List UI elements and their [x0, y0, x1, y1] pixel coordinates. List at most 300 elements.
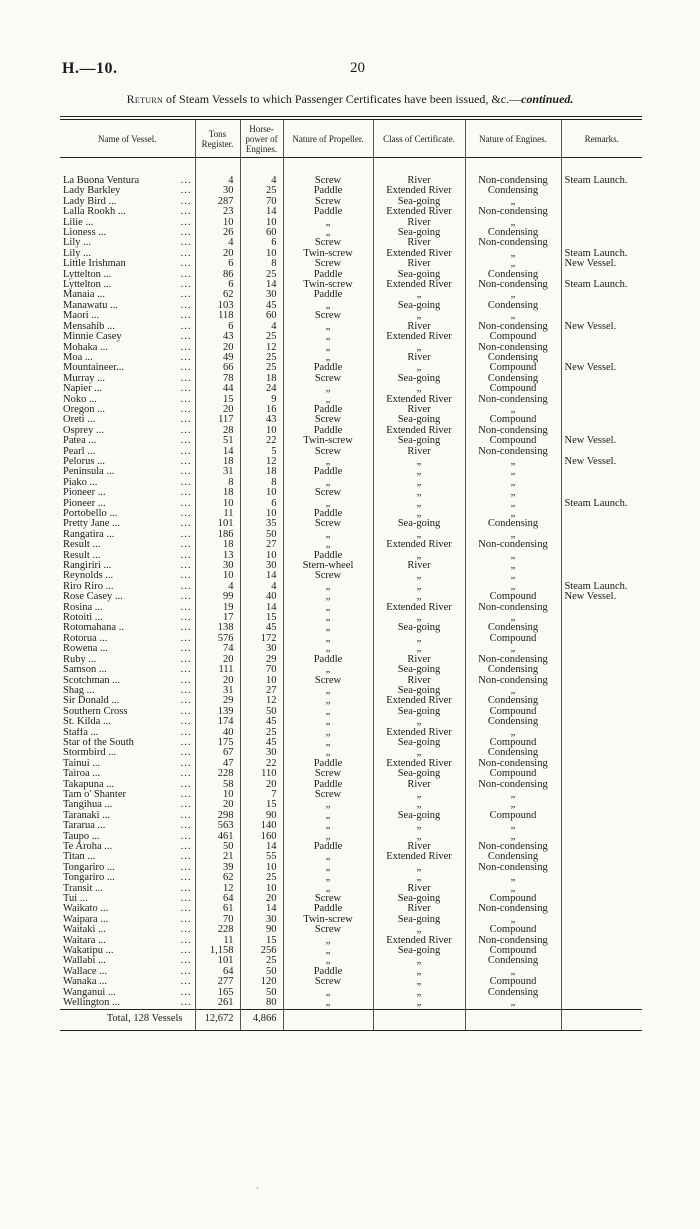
leader-dots: ...	[180, 196, 192, 207]
cell-propeller: „	[283, 634, 373, 644]
leader-dots: ...	[180, 925, 192, 936]
page-speck: ·	[256, 1184, 259, 1193]
cell-certificate: „	[373, 582, 465, 592]
cell-remarks: Steam Launch.	[561, 176, 642, 186]
cell-certificate: Sea-going	[373, 623, 465, 633]
leader-dots: ...	[180, 259, 192, 270]
cell-tons: 20	[195, 676, 240, 686]
leader-dots: ...	[180, 540, 192, 551]
cell-engines: Compound	[465, 894, 561, 904]
cell-tons: 47	[195, 759, 240, 769]
leader-dots: ...	[180, 675, 192, 686]
vessel-name-text: Wakatipu ...	[63, 946, 114, 957]
cell-tons: 261	[195, 998, 240, 1009]
cell-engines: „	[465, 800, 561, 810]
cell-horsepower: 25	[240, 270, 283, 280]
cell-propeller: Paddle	[283, 207, 373, 217]
cell-certificate: Sea-going	[373, 228, 465, 238]
col-header-tons: Tons Register.	[195, 120, 240, 158]
table-row	[60, 769, 642, 779]
cell-propeller: „	[283, 800, 373, 810]
cell-vessel-name	[60, 436, 195, 446]
leader-dots: ...	[180, 280, 192, 291]
leader-dots: ...	[180, 592, 192, 603]
cell-horsepower: 110	[240, 769, 283, 779]
cell-tons: 103	[195, 301, 240, 311]
cell-vessel-name	[60, 686, 195, 696]
cell-engines: „	[465, 915, 561, 925]
table-row	[60, 228, 642, 238]
cell-tons: 10	[195, 790, 240, 800]
cell-propeller: Screw	[283, 374, 373, 384]
cell-propeller: „	[283, 332, 373, 342]
leader-dots: ...	[180, 665, 192, 676]
cell-tons: 12	[195, 884, 240, 894]
cell-propeller: „	[283, 696, 373, 706]
header-spacer-row	[60, 158, 642, 177]
cell-horsepower: 60	[240, 228, 283, 238]
vessel-name-text: Pelorus ...	[63, 456, 105, 467]
cell-tons: 175	[195, 738, 240, 748]
vessel-name-text: Tainui ...	[63, 758, 101, 769]
table-row	[60, 884, 642, 894]
cell-horsepower: 10	[240, 426, 283, 436]
cell-remarks	[561, 967, 642, 977]
vessel-name-text: Result ...	[63, 550, 101, 561]
vessel-name-text: Rotomahana ..	[63, 623, 124, 634]
cell-certificate: „	[373, 592, 465, 602]
cell-engines: Non-condensing	[465, 447, 561, 457]
cell-engines: „	[465, 832, 561, 842]
cell-horsepower: 27	[240, 540, 283, 550]
leader-dots: ...	[180, 519, 192, 530]
cell-remarks	[561, 530, 642, 540]
cell-engines: „	[465, 197, 561, 207]
vessel-name-text: Manawatu ...	[63, 300, 118, 311]
cell-horsepower: 256	[240, 946, 283, 956]
cell-remarks: Steam Launch.	[561, 582, 642, 592]
vessel-name-text: Lyttelton ...	[63, 280, 112, 291]
vessel-name-text: Riro Riro ...	[63, 581, 114, 592]
cell-horsepower: 30	[240, 290, 283, 300]
cell-propeller: Screw	[283, 769, 373, 779]
cell-horsepower: 25	[240, 956, 283, 966]
cell-propeller: Paddle	[283, 290, 373, 300]
vessel-name-text: Rangiriri ...	[63, 561, 112, 572]
table-row	[60, 540, 642, 550]
cell-propeller: Paddle	[283, 655, 373, 665]
cell-certificate: Sea-going	[373, 686, 465, 696]
leader-dots: ...	[180, 373, 192, 384]
cell-vessel-name	[60, 592, 195, 602]
cell-horsepower: 70	[240, 197, 283, 207]
cell-certificate: Extended River	[373, 395, 465, 405]
leader-dots: ...	[180, 737, 192, 748]
cell-engines: Condensing	[465, 665, 561, 675]
cell-remarks	[561, 946, 642, 956]
leader-dots: ...	[180, 748, 192, 759]
table-row	[60, 863, 642, 873]
cell-remarks	[561, 800, 642, 810]
cell-engines: „	[465, 561, 561, 571]
table-row	[60, 280, 642, 290]
cell-horsepower: 22	[240, 436, 283, 446]
table-row	[60, 238, 642, 248]
cell-horsepower: 43	[240, 415, 283, 425]
cell-remarks	[561, 852, 642, 862]
cell-horsepower: 14	[240, 571, 283, 581]
cell-remarks	[561, 561, 642, 571]
cell-remarks	[561, 571, 642, 581]
leader-dots: ...	[180, 998, 192, 1009]
cell-remarks: New Vessel.	[561, 363, 642, 373]
vessel-name-text: Lioness ...	[63, 228, 107, 239]
leader-dots: ...	[180, 935, 192, 946]
cell-remarks	[561, 644, 642, 654]
totals-label: Total, 128 Vessels	[60, 1009, 195, 1030]
cell-vessel-name	[60, 519, 195, 529]
cell-vessel-name	[60, 176, 195, 186]
cell-engines: Non-condensing	[465, 759, 561, 769]
cell-tons: 99	[195, 592, 240, 602]
cell-tons: 8	[195, 478, 240, 488]
cell-propeller: Twin-screw	[283, 436, 373, 446]
cell-tons: 277	[195, 977, 240, 987]
cell-certificate: Extended River	[373, 852, 465, 862]
cell-certificate: River	[373, 322, 465, 332]
cell-tons: 29	[195, 696, 240, 706]
table-row	[60, 738, 642, 748]
cell-remarks	[561, 603, 642, 613]
cell-remarks	[561, 353, 642, 363]
cell-engines: Compound	[465, 811, 561, 821]
table-row	[60, 592, 642, 602]
cell-propeller: „	[283, 499, 373, 509]
cell-vessel-name	[60, 977, 195, 987]
cell-tons: 101	[195, 519, 240, 529]
cell-vessel-name	[60, 561, 195, 571]
cell-tons: 62	[195, 873, 240, 883]
cell-horsepower: 45	[240, 623, 283, 633]
cell-certificate: „	[373, 384, 465, 394]
cell-certificate: „	[373, 634, 465, 644]
cell-certificate: Sea-going	[373, 374, 465, 384]
cell-tons: 228	[195, 925, 240, 935]
cell-engines: Compound	[465, 738, 561, 748]
cell-engines: „	[465, 821, 561, 831]
cell-propeller: „	[283, 748, 373, 758]
cell-vessel-name	[60, 676, 195, 686]
table-row	[60, 956, 642, 966]
table-row	[60, 311, 642, 321]
leader-dots: ...	[180, 415, 192, 426]
cell-engines: Condensing	[465, 301, 561, 311]
cell-remarks	[561, 395, 642, 405]
table-row	[60, 499, 642, 509]
cell-remarks	[561, 270, 642, 280]
cell-engines: „	[465, 644, 561, 654]
cell-engines: Compound	[465, 384, 561, 394]
vessel-name-text: Peninsula ...	[63, 467, 115, 478]
cell-propeller: Screw	[283, 925, 373, 935]
cell-certificate: River	[373, 238, 465, 248]
table-row	[60, 582, 642, 592]
cell-propeller: „	[283, 884, 373, 894]
cell-vessel-name	[60, 530, 195, 540]
cell-remarks	[561, 623, 642, 633]
cell-tons: 138	[195, 623, 240, 633]
vessel-name-text: Pretty Jane ...	[63, 519, 120, 530]
cell-vessel-name	[60, 363, 195, 373]
cell-engines: „	[465, 998, 561, 1009]
cell-horsepower: 25	[240, 873, 283, 883]
table-row	[60, 925, 642, 935]
vessel-name-text: Staffa ...	[63, 727, 99, 738]
cell-tons: 23	[195, 207, 240, 217]
cell-vessel-name	[60, 946, 195, 956]
vessel-name-text: Pearl ...	[63, 446, 96, 457]
cell-propeller: „	[283, 218, 373, 228]
cell-horsepower: 20	[240, 894, 283, 904]
cell-remarks	[561, 509, 642, 519]
table-row	[60, 603, 642, 613]
table-row	[60, 707, 642, 717]
cell-engines: Condensing	[465, 186, 561, 196]
vessel-name-text: Rosina ...	[63, 602, 103, 613]
vessel-name-text: Taupo ...	[63, 831, 100, 842]
leader-dots: ...	[180, 956, 192, 967]
vessel-name-text: Pioneer ...	[63, 498, 106, 509]
vessel-name-text: Rose Casey ...	[63, 592, 123, 603]
cell-certificate: „	[373, 717, 465, 727]
vessel-name-text: Mountaineer...	[63, 363, 124, 374]
title-small-caps: Return	[126, 92, 164, 106]
cell-vessel-name	[60, 842, 195, 852]
table-row	[60, 977, 642, 987]
cell-engines: „	[465, 467, 561, 477]
cell-tons: 11	[195, 936, 240, 946]
cell-remarks	[561, 540, 642, 550]
cell-tons: 43	[195, 332, 240, 342]
cell-horsepower: 25	[240, 728, 283, 738]
cell-propeller: „	[283, 613, 373, 623]
cell-tons: 174	[195, 717, 240, 727]
cell-tons: 6	[195, 322, 240, 332]
cell-engines: Condensing	[465, 956, 561, 966]
cell-remarks	[561, 998, 642, 1009]
cell-propeller: Twin-screw	[283, 280, 373, 290]
cell-horsepower: 172	[240, 634, 283, 644]
vessel-name-text: Wanganui ...	[63, 987, 116, 998]
cell-tons: 17	[195, 613, 240, 623]
cell-horsepower: 45	[240, 738, 283, 748]
table-row	[60, 343, 642, 353]
cell-remarks	[561, 447, 642, 457]
leader-dots: ...	[180, 946, 192, 957]
cell-propeller: Twin-screw	[283, 249, 373, 259]
cell-certificate: Extended River	[373, 728, 465, 738]
col-header-name: Name of Vessel.	[60, 120, 195, 158]
cell-vessel-name	[60, 655, 195, 665]
cell-horsepower: 30	[240, 748, 283, 758]
cell-propeller: Paddle	[283, 186, 373, 196]
vessel-name-text: Lilie ...	[63, 217, 94, 228]
table-row	[60, 509, 642, 519]
cell-horsepower: 7	[240, 790, 283, 800]
cell-vessel-name	[60, 426, 195, 436]
cell-certificate: River	[373, 447, 465, 457]
cell-horsepower: 14	[240, 603, 283, 613]
cell-tons: 11	[195, 509, 240, 519]
leader-dots: ...	[180, 789, 192, 800]
leader-dots: ...	[180, 779, 192, 790]
cell-tons: 165	[195, 988, 240, 998]
cell-certificate: Extended River	[373, 696, 465, 706]
vessel-name-text: Lalla Rookh ...	[63, 207, 126, 218]
leader-dots: ...	[180, 873, 192, 884]
cell-remarks	[561, 228, 642, 238]
cell-tons: 31	[195, 686, 240, 696]
col-header-remarks: Remarks.	[561, 120, 642, 158]
table-row	[60, 676, 642, 686]
cell-engines: Condensing	[465, 374, 561, 384]
cell-propeller: „	[283, 603, 373, 613]
cell-propeller: „	[283, 592, 373, 602]
cell-vessel-name	[60, 582, 195, 592]
cell-propeller: Screw	[283, 790, 373, 800]
cell-certificate: River	[373, 405, 465, 415]
cell-remarks	[561, 832, 642, 842]
table-row	[60, 270, 642, 280]
cell-horsepower: 10	[240, 218, 283, 228]
cell-engines: Condensing	[465, 519, 561, 529]
cell-horsepower: 12	[240, 343, 283, 353]
cell-engines: Non-condensing	[465, 863, 561, 873]
cell-propeller: „	[283, 353, 373, 363]
leader-dots: ...	[180, 685, 192, 696]
cell-propeller: Screw	[283, 259, 373, 269]
leader-dots: ...	[180, 248, 192, 259]
vessel-name-text: Manaia ...	[63, 290, 105, 301]
cell-vessel-name	[60, 623, 195, 633]
cell-remarks	[561, 759, 642, 769]
cell-vessel-name	[60, 832, 195, 842]
cell-tons: 20	[195, 800, 240, 810]
table-row	[60, 426, 642, 436]
cell-horsepower: 30	[240, 644, 283, 654]
vessel-name-text: Te Aroha ...	[63, 842, 113, 852]
vessel-name-text: Napier ...	[63, 384, 103, 395]
vessel-name-text: Rotoiti ...	[63, 613, 103, 624]
table-row	[60, 322, 642, 332]
cell-certificate: „	[373, 613, 465, 623]
cell-certificate: „	[373, 457, 465, 467]
cell-horsepower: 25	[240, 332, 283, 342]
leader-dots: ...	[180, 488, 192, 499]
cell-engines: „	[465, 259, 561, 269]
cell-vessel-name	[60, 467, 195, 477]
cell-propeller: Screw	[283, 176, 373, 186]
vessel-name-text: La Buona Ventura	[63, 176, 140, 186]
cell-engines: „	[465, 790, 561, 800]
cell-vessel-name	[60, 780, 195, 790]
cell-tons: 101	[195, 956, 240, 966]
cell-vessel-name	[60, 852, 195, 862]
cell-tons: 28	[195, 426, 240, 436]
cell-engines: Condensing	[465, 623, 561, 633]
cell-propeller: Paddle	[283, 904, 373, 914]
cell-certificate: Sea-going	[373, 915, 465, 925]
leader-dots: ...	[180, 467, 192, 478]
cell-propeller: Screw	[283, 415, 373, 425]
cell-certificate: „	[373, 571, 465, 581]
cell-engines: „	[465, 967, 561, 977]
vessel-name-text: Mohaka ...	[63, 342, 108, 353]
cell-certificate: River	[373, 655, 465, 665]
cell-tons: 21	[195, 852, 240, 862]
table-row	[60, 571, 642, 581]
vessel-name-text: Lily ...	[63, 248, 91, 259]
cell-engines: Compound	[465, 925, 561, 935]
cell-vessel-name	[60, 290, 195, 300]
cell-tons: 49	[195, 353, 240, 363]
cell-propeller: Paddle	[283, 551, 373, 561]
cell-horsepower: 5	[240, 447, 283, 457]
leader-dots: ...	[180, 602, 192, 613]
cell-certificate: Extended River	[373, 936, 465, 946]
cell-vessel-name	[60, 936, 195, 946]
leader-dots: ...	[180, 623, 192, 634]
top-rule	[60, 116, 642, 117]
cell-propeller: Screw	[283, 488, 373, 498]
title-continued: continued.	[521, 92, 574, 106]
cell-certificate: „	[373, 800, 465, 810]
cell-vessel-name	[60, 717, 195, 727]
cell-propeller: „	[283, 395, 373, 405]
leader-dots: ...	[180, 821, 192, 832]
cell-tons: 1,158	[195, 946, 240, 956]
vessel-name-text: Result ...	[63, 540, 101, 551]
cell-vessel-name	[60, 322, 195, 332]
cell-tons: 67	[195, 748, 240, 758]
cell-engines: Condensing	[465, 270, 561, 280]
cell-horsepower: 60	[240, 311, 283, 321]
cell-vessel-name	[60, 270, 195, 280]
leader-dots: ...	[180, 581, 192, 592]
cell-horsepower: 8	[240, 478, 283, 488]
cell-horsepower: 15	[240, 936, 283, 946]
cell-tons: 61	[195, 904, 240, 914]
table-row	[60, 936, 642, 946]
cell-tons: 287	[195, 197, 240, 207]
cell-certificate: „	[373, 644, 465, 654]
table-row	[60, 259, 642, 269]
cell-tons: 20	[195, 405, 240, 415]
cell-vessel-name	[60, 405, 195, 415]
cell-remarks	[561, 519, 642, 529]
cell-vessel-name	[60, 343, 195, 353]
cell-certificate: „	[373, 998, 465, 1009]
vessel-name-text: Wallabi ...	[63, 956, 106, 967]
cell-tons: 4	[195, 238, 240, 248]
cell-engines: Compound	[465, 769, 561, 779]
cell-propeller: Screw	[283, 519, 373, 529]
cell-propeller: Paddle	[283, 363, 373, 373]
cell-remarks	[561, 904, 642, 914]
leader-dots: ...	[180, 321, 192, 332]
cell-engines: „	[465, 873, 561, 883]
cell-propeller: „	[283, 540, 373, 550]
